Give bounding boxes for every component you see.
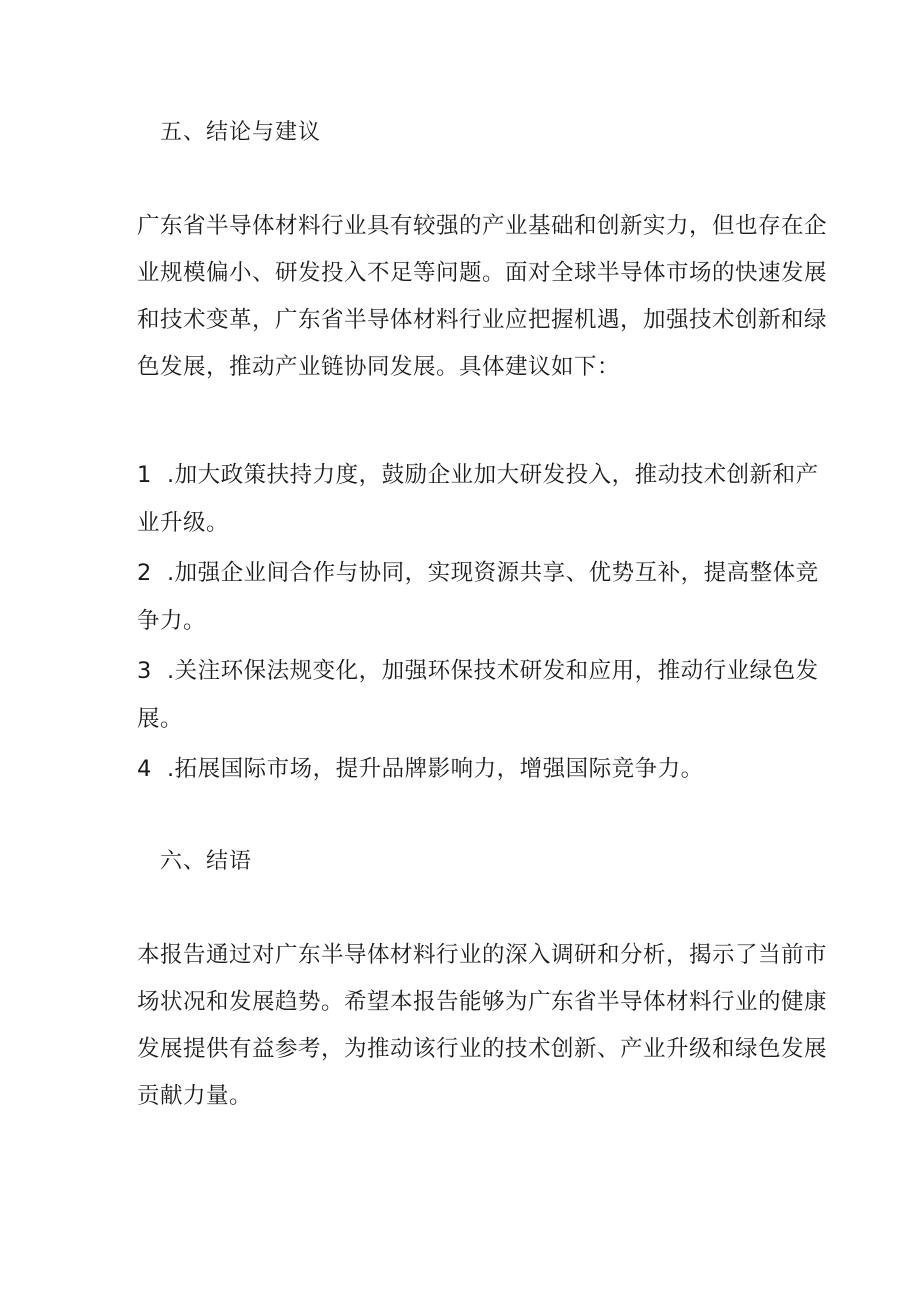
item-number: 3: [137, 658, 152, 684]
item-text-continued: 业升级。: [137, 510, 230, 536]
recommendation-item-2: [137, 549, 819, 645]
paragraph-line: 和技术变革，广东省半导体材料行业应把握机遇，加强技术创新和绿: [137, 307, 828, 333]
paragraph-line: 色发展，推动产业链协同发展。具体建议如下：: [137, 354, 621, 380]
paragraph-line: 广东省半导体材料行业具有较强的产业基础和创新实力，但也存在企: [137, 213, 828, 239]
item-number: 4: [137, 756, 152, 782]
item-text: .加大政策扶持力度，鼓励企业加大研发投入，推动技术创新和产: [167, 462, 819, 488]
item-number: 1: [137, 462, 152, 488]
item-text-continued: 展。: [137, 706, 184, 732]
item-number: 2: [137, 560, 152, 586]
paragraph-line: 本报告通过对广东半导体材料行业的深入调研和分析，揭示了当前市: [137, 942, 828, 968]
recommendation-item-3: [137, 647, 819, 743]
item-text: .拓展国际市场，提升品牌影响力，增强国际竞争力。: [167, 756, 704, 782]
recommendation-item-4: [137, 745, 787, 793]
paragraph-line: 业规模偏小、研发投入不足等问题。面对全球半导体市场的快速发展: [137, 260, 828, 286]
paragraph-line: 发展提供有益参考，为推动该行业的技术创新、产业升级和绿色发展: [137, 1036, 828, 1062]
paragraph-line: 贡献力量。: [137, 1083, 253, 1109]
item-text-continued: 争力。: [137, 608, 207, 634]
section-5-heading: 五、结论与建议: [160, 120, 322, 145]
recommendation-list: [137, 451, 819, 795]
recommendation-item-1: [137, 451, 819, 547]
section-6-heading: 六、结语: [160, 849, 253, 874]
paragraph-line: 场状况和发展趋势。希望本报告能够为广东省半导体材料行业的健康: [137, 989, 828, 1015]
section-5-paragraph: [137, 203, 828, 391]
item-text: .加强企业间合作与协同，实现资源共享、优势互补，提高整体竞: [167, 560, 819, 586]
section-6-paragraph: [137, 932, 828, 1120]
item-text: .关注环保法规变化，加强环保技术研发和应用，推动行业绿色发: [167, 658, 819, 684]
